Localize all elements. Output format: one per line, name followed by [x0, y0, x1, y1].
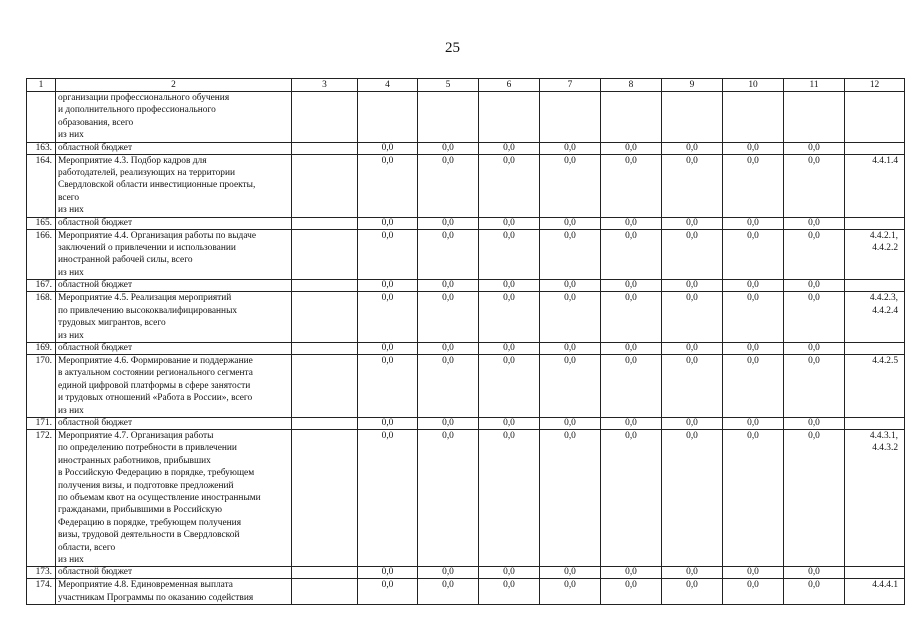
page-number: 25 — [445, 40, 460, 56]
row-description: Мероприятие 4.8. Единовременная выплата участникам Программы по оказанию содействия — [56, 579, 292, 605]
cell-value: 0,0 — [723, 154, 784, 217]
cell-value: 0,0 — [358, 429, 418, 566]
cell-value — [292, 92, 358, 143]
cell-value: 0,0 — [784, 417, 845, 429]
cell-value: 0,0 — [601, 354, 662, 417]
cell-value: 0,0 — [601, 417, 662, 429]
cell-value: 0,0 — [784, 429, 845, 566]
cell-value: 0,0 — [418, 292, 479, 343]
cell-value: 0,0 — [723, 292, 784, 343]
target-code — [845, 567, 905, 579]
cell-value: 0,0 — [540, 417, 601, 429]
cell-value — [292, 579, 358, 605]
row-number: 164. — [27, 154, 56, 217]
cell-value: 0,0 — [784, 567, 845, 579]
cell-value: 0,0 — [418, 429, 479, 566]
table-row — [27, 292, 905, 343]
cell-value: 0,0 — [601, 429, 662, 566]
cell-value: 0,0 — [479, 429, 540, 566]
row-number: 163. — [27, 142, 56, 154]
cell-value: 0,0 — [358, 229, 418, 280]
cell-value — [292, 217, 358, 229]
cell-value: 0,0 — [540, 579, 601, 605]
column-header: 8 — [601, 79, 662, 92]
cell-value — [292, 342, 358, 354]
cell-value: 0,0 — [358, 217, 418, 229]
cell-value: 0,0 — [358, 579, 418, 605]
cell-value: 0,0 — [358, 292, 418, 343]
table-row — [27, 579, 905, 605]
cell-value: 0,0 — [601, 567, 662, 579]
cell-value: 0,0 — [540, 142, 601, 154]
cell-value: 0,0 — [723, 354, 784, 417]
table-row — [27, 154, 905, 217]
cell-value: 0,0 — [723, 217, 784, 229]
cell-value: 0,0 — [418, 417, 479, 429]
program-table — [26, 78, 905, 605]
target-code: 4.4.1.4 — [845, 154, 905, 217]
target-code: 4.4.2.3, 4.4.2.4 — [845, 292, 905, 343]
target-code — [845, 280, 905, 292]
cell-value: 0,0 — [540, 154, 601, 217]
cell-value: 0,0 — [358, 142, 418, 154]
cell-value — [479, 92, 540, 143]
cell-value: 0,0 — [662, 417, 723, 429]
target-code: 4.4.2.1, 4.4.2.2 — [845, 229, 905, 280]
row-description: Мероприятие 4.7. Организация работы по определению потребности в привлечении иностранных работников, прибывших в Российскую Федерацию в порядке, требующем получения визы, и подготовке предложений по объемам квот на осуществление иностранными гражданами, прибывшими в Российскую Федерацию в порядке, требующем получения визы, трудовой деятельности в Свердловской области, всего из них — [56, 429, 292, 566]
cell-value: 0,0 — [662, 567, 723, 579]
cell-value: 0,0 — [601, 342, 662, 354]
cell-value: 0,0 — [784, 280, 845, 292]
cell-value: 0,0 — [784, 579, 845, 605]
cell-value: 0,0 — [662, 429, 723, 566]
cell-value: 0,0 — [662, 142, 723, 154]
row-number: 169. — [27, 342, 56, 354]
cell-value: 0,0 — [479, 579, 540, 605]
cell-value: 0,0 — [479, 342, 540, 354]
cell-value: 0,0 — [418, 567, 479, 579]
row-number: 173. — [27, 567, 56, 579]
table-row — [27, 354, 905, 417]
cell-value: 0,0 — [418, 217, 479, 229]
cell-value: 0,0 — [540, 280, 601, 292]
row-description: областной бюджет — [56, 567, 292, 579]
target-code: 4.4.3.1, 4.4.3.2 — [845, 429, 905, 566]
budget-row — [27, 280, 905, 292]
cell-value: 0,0 — [358, 417, 418, 429]
row-description: Мероприятие 4.5. Реализация мероприятий по привлечению высококвалифицированных трудовых мигрантов, всего из них — [56, 292, 292, 343]
cell-value — [292, 142, 358, 154]
cell-value: 0,0 — [784, 154, 845, 217]
cell-value: 0,0 — [418, 579, 479, 605]
cell-value: 0,0 — [418, 154, 479, 217]
row-number: 171. — [27, 417, 56, 429]
cell-value: 0,0 — [479, 280, 540, 292]
cell-value: 0,0 — [784, 229, 845, 280]
target-code — [845, 217, 905, 229]
cell-value — [292, 429, 358, 566]
cell-value: 0,0 — [601, 579, 662, 605]
table-body — [27, 92, 905, 605]
target-code — [845, 92, 905, 143]
column-header: 12 — [845, 79, 905, 92]
cell-value: 0,0 — [540, 567, 601, 579]
table-row — [27, 229, 905, 280]
cell-value: 0,0 — [723, 417, 784, 429]
column-header: 9 — [662, 79, 723, 92]
column-header: 1 — [27, 79, 56, 92]
cell-value: 0,0 — [479, 417, 540, 429]
target-code: 4.4.2.5 — [845, 354, 905, 417]
cell-value: 0,0 — [540, 217, 601, 229]
cell-value: 0,0 — [540, 229, 601, 280]
cell-value: 0,0 — [418, 229, 479, 280]
cell-value: 0,0 — [662, 342, 723, 354]
cell-value — [418, 92, 479, 143]
cell-value: 0,0 — [418, 342, 479, 354]
row-number: 172. — [27, 429, 56, 566]
budget-row — [27, 342, 905, 354]
budget-row — [27, 217, 905, 229]
cell-value — [601, 92, 662, 143]
cell-value: 0,0 — [601, 142, 662, 154]
column-header: 11 — [784, 79, 845, 92]
cell-value: 0,0 — [540, 429, 601, 566]
row-number: 165. — [27, 217, 56, 229]
column-header: 5 — [418, 79, 479, 92]
cell-value: 0,0 — [479, 567, 540, 579]
cell-value: 0,0 — [662, 217, 723, 229]
cell-value: 0,0 — [601, 292, 662, 343]
cell-value: 0,0 — [540, 342, 601, 354]
target-code — [845, 417, 905, 429]
row-description: областной бюджет — [56, 217, 292, 229]
cell-value — [292, 154, 358, 217]
cell-value: 0,0 — [479, 229, 540, 280]
cell-value: 0,0 — [479, 217, 540, 229]
cell-value: 0,0 — [358, 342, 418, 354]
cell-value — [292, 292, 358, 343]
cell-value: 0,0 — [723, 229, 784, 280]
cell-value: 0,0 — [784, 217, 845, 229]
cell-value: 0,0 — [662, 354, 723, 417]
cell-value: 0,0 — [540, 354, 601, 417]
cell-value: 0,0 — [479, 292, 540, 343]
cell-value — [292, 229, 358, 280]
column-header: 2 — [56, 79, 292, 92]
target-code — [845, 342, 905, 354]
cell-value: 0,0 — [601, 154, 662, 217]
cell-value: 0,0 — [784, 142, 845, 154]
cell-value — [540, 92, 601, 143]
row-description: областной бюджет — [56, 342, 292, 354]
cell-value: 0,0 — [540, 292, 601, 343]
header-row — [27, 79, 905, 92]
column-header: 10 — [723, 79, 784, 92]
cell-value: 0,0 — [601, 229, 662, 280]
cell-value: 0,0 — [479, 354, 540, 417]
row-description: областной бюджет — [56, 280, 292, 292]
row-description: областной бюджет — [56, 417, 292, 429]
target-code — [845, 142, 905, 154]
cell-value: 0,0 — [723, 429, 784, 566]
table-row — [27, 92, 905, 143]
target-code: 4.4.4.1 — [845, 579, 905, 605]
cell-value: 0,0 — [418, 354, 479, 417]
cell-value — [662, 92, 723, 143]
cell-value: 0,0 — [662, 280, 723, 292]
row-description: организации профессионального обучения и дополнительного профессионального образования, всего из них — [56, 92, 292, 143]
cell-value — [358, 92, 418, 143]
cell-value: 0,0 — [723, 342, 784, 354]
cell-value: 0,0 — [662, 579, 723, 605]
row-description: Мероприятие 4.6. Формирование и поддержание в актуальном состоянии регионального сегмента единой цифровой платформы в сфере занятости и трудовых отношений «Работа в России», всего из них — [56, 354, 292, 417]
row-number: 168. — [27, 292, 56, 343]
cell-value: 0,0 — [601, 217, 662, 229]
cell-value — [292, 417, 358, 429]
cell-value: 0,0 — [662, 229, 723, 280]
cell-value: 0,0 — [723, 142, 784, 154]
cell-value: 0,0 — [723, 280, 784, 292]
row-number: 166. — [27, 229, 56, 280]
cell-value: 0,0 — [358, 154, 418, 217]
column-header: 7 — [540, 79, 601, 92]
cell-value: 0,0 — [358, 567, 418, 579]
row-number: 170. — [27, 354, 56, 417]
column-header: 4 — [358, 79, 418, 92]
column-header: 6 — [479, 79, 540, 92]
cell-value: 0,0 — [479, 154, 540, 217]
budget-row — [27, 567, 905, 579]
cell-value: 0,0 — [418, 280, 479, 292]
cell-value — [292, 354, 358, 417]
row-number: 167. — [27, 280, 56, 292]
column-header: 3 — [292, 79, 358, 92]
cell-value: 0,0 — [784, 342, 845, 354]
cell-value: 0,0 — [784, 292, 845, 343]
row-number — [27, 92, 56, 143]
row-description: областной бюджет — [56, 142, 292, 154]
row-number: 174. — [27, 579, 56, 605]
budget-row — [27, 417, 905, 429]
cell-value: 0,0 — [418, 142, 479, 154]
cell-value: 0,0 — [662, 292, 723, 343]
cell-value: 0,0 — [358, 354, 418, 417]
cell-value: 0,0 — [601, 280, 662, 292]
cell-value — [292, 280, 358, 292]
cell-value: 0,0 — [358, 280, 418, 292]
cell-value: 0,0 — [723, 579, 784, 605]
budget-row — [27, 142, 905, 154]
cell-value — [723, 92, 784, 143]
cell-value: 0,0 — [479, 142, 540, 154]
cell-value: 0,0 — [784, 354, 845, 417]
table-row — [27, 429, 905, 566]
cell-value: 0,0 — [723, 567, 784, 579]
cell-value — [784, 92, 845, 143]
cell-value — [292, 567, 358, 579]
cell-value: 0,0 — [662, 154, 723, 217]
row-description: Мероприятие 4.3. Подбор кадров для работодателей, реализующих на территории Свердловской области инвестиционные проекты, всего из них — [56, 154, 292, 217]
row-description: Мероприятие 4.4. Организация работы по выдаче заключений о привлечении и использовании иностранной рабочей силы, всего из них — [56, 229, 292, 280]
